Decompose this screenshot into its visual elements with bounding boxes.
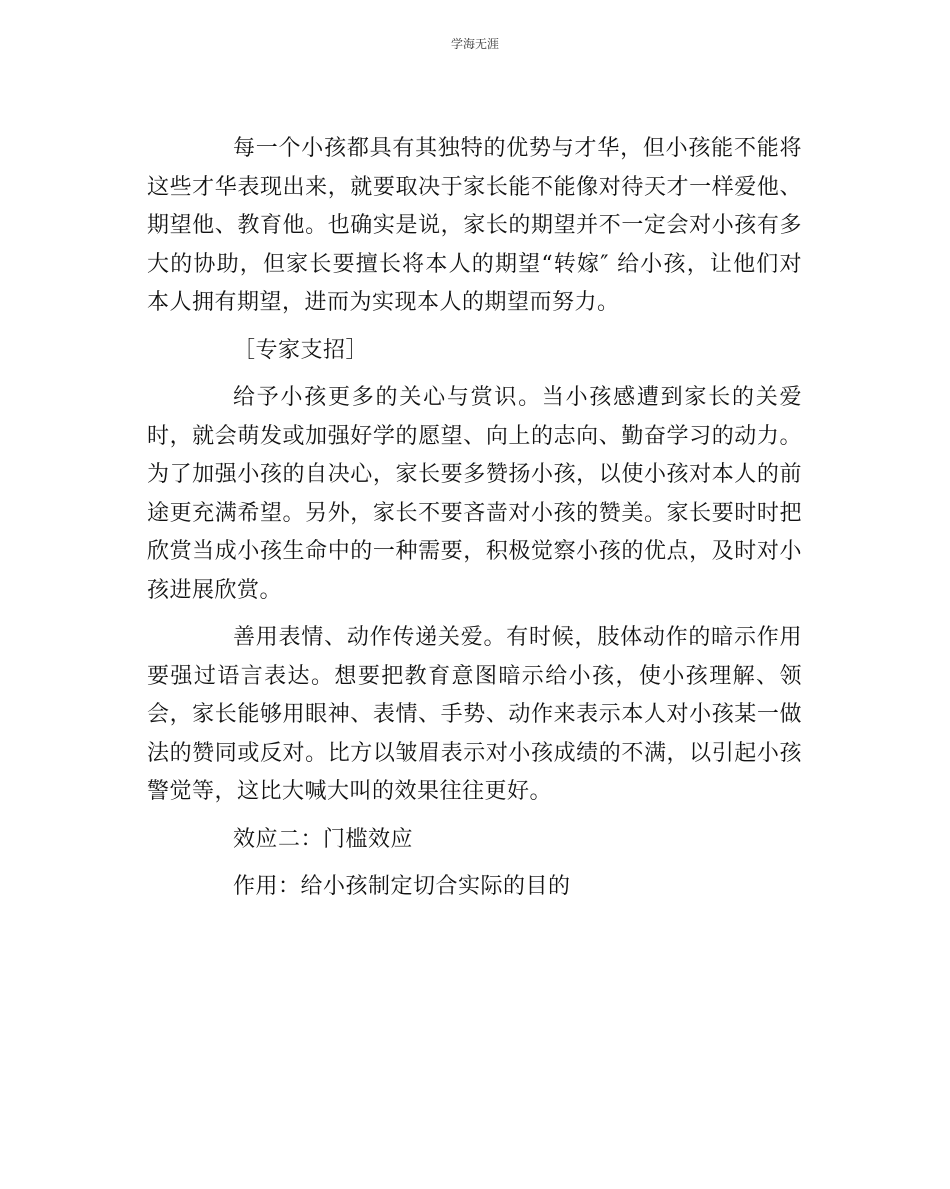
paragraph-body-language: 善用表情、动作传递关爱。有时候，肢体动作的暗示作用要强过语言表达。想要把教育意图暗示给小孩，使小孩理解、领会，家长能够用眼神、表情、手势、动作来表示本人对小孩某一做法的赞同或反对。比方以皱眉表示对小孩成绩的不满，以引起小孩警觉等，这比大喊大叫的效果往往更好。 bbox=[147, 625, 802, 804]
paragraph-expectation: 每一个小孩都具有其独特的优势与才华，但小孩能不能将这些才华表现出来，就要取决于家长能不能像对待天才一样爱他、期望他、教育他。也确实是说，家长的期望并不一定会对小孩有多大的协助，但家长要擅长将本人的期望“转嫁″ 给小孩，让他们对本人拥有期望，进而为实现本人的期望而努力。 bbox=[147, 136, 802, 315]
paragraph-effect-summary: 作用：给小孩制定切合实际的目的 bbox=[233, 874, 571, 899]
section-heading-threshold-effect: 效应二：门槛效应 bbox=[233, 826, 414, 852]
section-heading-expert-tips: ［专家支招］ bbox=[233, 337, 369, 363]
paragraph-care-and-appreciation: 给予小孩更多的关心与赏识。当小孩感遭到家长的关爱时，就会萌发或加强好学的愿望、向上的志向、勤奋学习的动力。为了加强小孩的自决心，家长要多赞扬小孩，以使小孩对本人的前途更充满希望。另外，家长不要吝啬对小孩的赞美。家长要时时把欣赏当成小孩生命中的一种需要，积极觉察小孩的优点，及时对小孩进展欣赏。 bbox=[147, 385, 802, 603]
page-header: 学海无涯 bbox=[450, 37, 499, 51]
document-body bbox=[147, 130, 802, 907]
